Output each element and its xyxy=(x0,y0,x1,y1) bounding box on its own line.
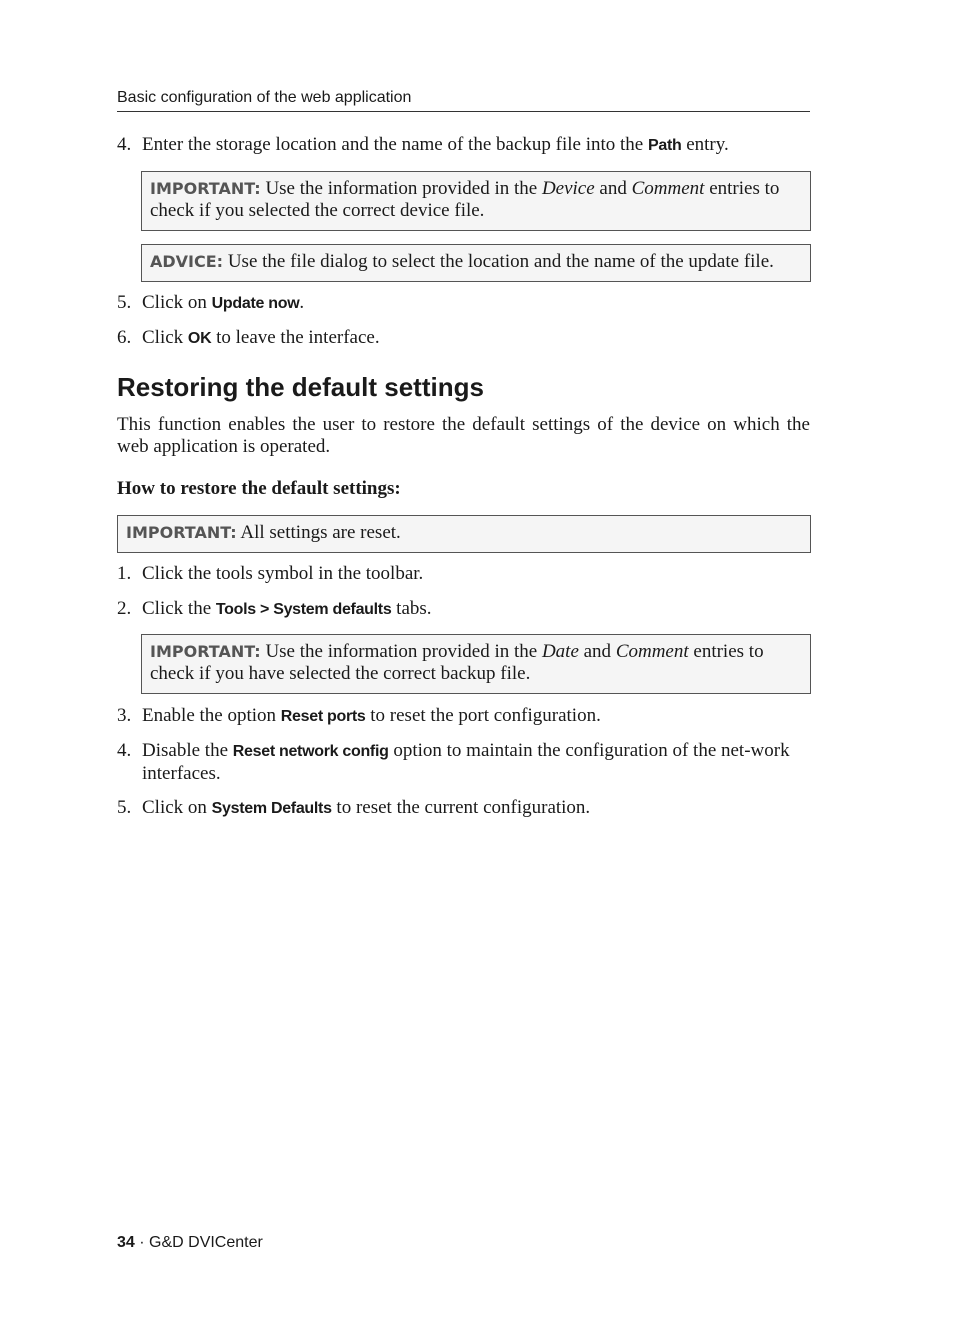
section-title: Restoring the default settings xyxy=(117,372,484,402)
note-label: IMPORTANT: xyxy=(150,642,261,661)
step-text-end: option to maintain the configuration of the net-work interfaces. xyxy=(142,740,790,784)
note-label: IMPORTANT: xyxy=(126,523,237,542)
note-label: ADVICE: xyxy=(150,252,224,271)
step-number: 5. xyxy=(117,292,132,313)
step-number: 3. xyxy=(117,705,132,726)
step-number: 1. xyxy=(117,563,132,584)
note-text: entries to check if you have selected the correct backup file. xyxy=(150,641,764,684)
step-1-tools xyxy=(117,563,810,585)
note-text: and xyxy=(594,178,632,199)
step-number: 6. xyxy=(117,327,132,348)
page-number: 34 xyxy=(117,1234,135,1251)
step-text: Click xyxy=(142,327,188,348)
step-3-reset-ports xyxy=(117,705,810,728)
ui-label-update-now: Update now xyxy=(211,295,300,312)
product-name: G&D DVICenter xyxy=(149,1234,263,1251)
step-text: Click the tools symbol in the toolbar. xyxy=(142,563,424,584)
step-text: Click the xyxy=(142,598,216,619)
step-text: Enable the option xyxy=(142,705,281,726)
ui-label-system-defaults: System Defaults xyxy=(211,800,332,817)
step-text: Click on xyxy=(142,797,212,818)
step-number: 4. xyxy=(117,740,132,761)
footer-separator: · xyxy=(134,1234,150,1251)
step-number: 2. xyxy=(117,598,132,619)
running-header: Basic configuration of the web application xyxy=(117,89,810,112)
step-5-system-defaults xyxy=(117,797,810,820)
step-text-end: to reset the current configuration. xyxy=(331,797,591,818)
step-text: Enter the storage location and the name of the backup file into the xyxy=(142,134,648,155)
ui-label-reset-ports: Reset ports xyxy=(280,708,366,725)
step-text-end: entry. xyxy=(681,134,729,155)
ui-label-ok: OK xyxy=(187,330,212,347)
note-text: entries to check if you selected the correct device file. xyxy=(150,178,780,221)
step-number: 4. xyxy=(117,134,132,155)
page-footer xyxy=(117,1234,263,1252)
note-text: Use the information provided in the xyxy=(260,178,542,199)
step-text-end: to leave the interface. xyxy=(211,327,380,348)
step-4-storage xyxy=(117,134,810,157)
step-number: 5. xyxy=(117,797,132,818)
ui-label-tools-system-defaults: Tools > System defaults xyxy=(215,601,392,618)
step-text: Disable the xyxy=(142,740,233,761)
step-text-end: tabs. xyxy=(391,598,432,619)
note-italic-device: Device xyxy=(541,178,595,199)
note-label: IMPORTANT: xyxy=(150,179,261,198)
note-italic-comment: Comment xyxy=(615,641,689,662)
important-note-date xyxy=(141,634,811,694)
step-2-tabs xyxy=(117,598,810,621)
note-text: Use the information provided in the xyxy=(260,641,542,662)
ui-label-path: Path xyxy=(647,137,682,154)
ui-label-reset-network-config: Reset network config xyxy=(232,743,389,760)
step-text-end: . xyxy=(299,292,305,313)
section-intro: This function enables the user to restore the default settings of the device on which the web application is operated. xyxy=(117,414,810,457)
note-text: and xyxy=(578,641,616,662)
note-italic-comment: Comment xyxy=(631,178,705,199)
advice-note xyxy=(141,244,811,282)
step-4-reset-network xyxy=(117,740,810,785)
note-italic-date: Date xyxy=(541,641,579,662)
how-to-heading: How to restore the default settings: xyxy=(117,478,401,499)
note-text: All settings are reset. xyxy=(236,522,401,543)
step-6-ok xyxy=(117,327,810,350)
step-text: Click on xyxy=(142,292,212,313)
important-note-device xyxy=(141,171,811,231)
step-text-end: to reset the port configuration. xyxy=(365,705,601,726)
note-text: Use the file dialog to select the location and the name of the update file. xyxy=(223,251,774,272)
step-5-update xyxy=(117,292,810,315)
important-note-reset xyxy=(117,515,811,553)
